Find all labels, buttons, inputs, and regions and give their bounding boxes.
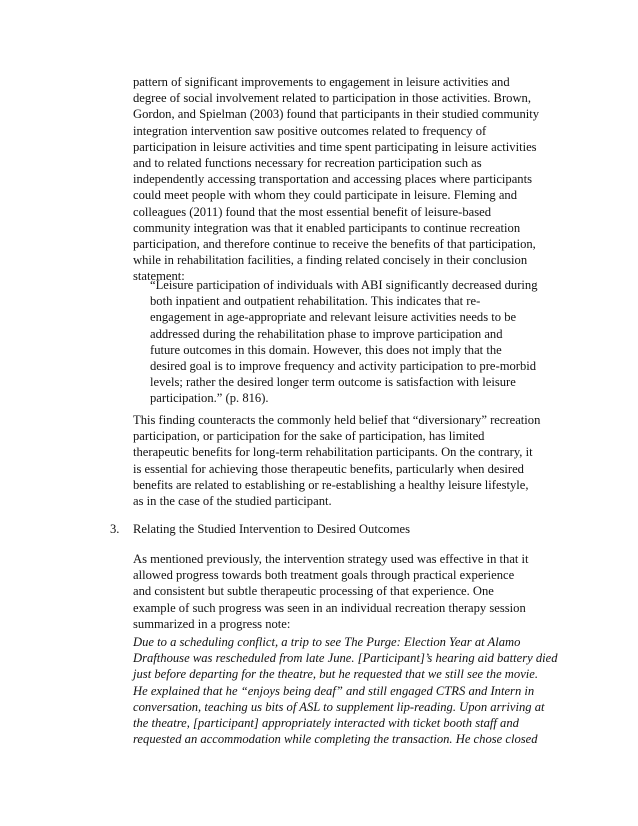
text-line: participation, and therefore continue to receive the benefits of that participation, <box>133 236 536 251</box>
text-line: integration intervention saw positive outcomes related to frequency of <box>133 123 487 138</box>
section-heading <box>110 521 410 537</box>
quote-line: future outcomes in this domain. However, this does not imply that the <box>150 342 502 357</box>
text-line: participation in leisure activities and time spent participating in leisure activities <box>133 139 537 154</box>
section-number: 3. <box>110 522 120 536</box>
section-title: Relating the Studied Intervention to Desired Outcomes <box>133 522 411 536</box>
quote-line: engagement in age-appropriate and relevant leisure activities needs to be <box>150 310 517 325</box>
text-line: allowed progress towards both treatment goals through practical experience <box>133 568 515 583</box>
note-line: requested an accommodation while completing the transaction. He chose closed <box>133 732 538 747</box>
text-line: statement: <box>133 269 185 284</box>
text-line: and consistent but subtle therapeutic processing of that experience. One <box>133 584 494 599</box>
text-line: participation, or participation for the sake of participation, has limited <box>133 429 485 444</box>
text-line: degree of social involvement related to participation in those activities. Brown, <box>133 91 531 106</box>
text-line: As mentioned previously, the intervention strategy used was effective in that it <box>133 552 529 566</box>
paragraph-diversionary <box>133 412 540 509</box>
text-line: therapeutic benefits for long-term rehabilitation participants. On the contrary, it <box>133 445 533 460</box>
text-line: while in rehabilitation facilities, a finding related concisely in their conclusion <box>133 253 528 268</box>
note-line: the theatre, [participant] appropriately interacted with ticket booth staff and <box>133 715 519 730</box>
text-line: colleagues (2011) found that the most essential benefit of leisure-based <box>133 204 491 219</box>
text-line: independently accessing transportation and accessing places where participants <box>133 172 533 187</box>
text-line: as in the case of the studied participant. <box>133 493 332 508</box>
quote-line: both inpatient and outpatient rehabilitation. This indicates that re- <box>150 294 481 309</box>
text-line: benefits are related to establishing or re-establishing a healthy leisure lifestyle, <box>133 477 529 492</box>
quote-line: desired goal is to improve frequency and activity participation to pre-morbid <box>150 358 537 373</box>
text-line: could meet people with whom they could participate in leisure. Fleming and <box>133 188 518 203</box>
paragraph-intervention <box>133 551 529 632</box>
note-line: Drafthouse was rescheduled from late June. [Participant]’s hearing aid battery died <box>133 651 558 666</box>
text-line: example of such progress was seen in an individual recreation therapy session <box>133 600 526 615</box>
text-line: summarized in a progress note: <box>133 616 291 631</box>
note-line: Due to a scheduling conflict, a trip to see The Purge: Election Year at Alamo <box>133 635 521 649</box>
text-line: Gordon, and Spielman (2003) found that participants in their studied community <box>133 107 540 122</box>
quote-line: participation.” (p. 816). <box>150 391 269 406</box>
block-quote <box>150 277 538 407</box>
text-line: and to related functions necessary for recreation participation such as <box>133 155 482 170</box>
progress-note <box>133 634 558 747</box>
quote-line: levels; rather the desired longer term outcome is satisfaction with leisure <box>150 375 516 390</box>
quote-line: “Leisure participation of individuals with ABI significantly decreased during <box>150 278 538 292</box>
text-line: community integration was that it enabled participants to continue recreation <box>133 220 521 235</box>
note-line: just before departing for the theatre, but he requested that we still see the movie. <box>133 667 539 682</box>
text-line: is essential for achieving those therapeutic benefits, particularly when desired <box>133 461 524 476</box>
text-line: This finding counteracts the commonly held belief that “diversionary” recreation <box>133 413 541 427</box>
note-line: He explained that he “enjoys being deaf” and still engaged CTRS and Intern in <box>133 683 535 698</box>
quote-line: addressed during the rehabilitation phase to improve participation and <box>150 326 503 341</box>
paragraph-leisure-outcomes <box>133 74 539 284</box>
text-line: pattern of significant improvements to engagement in leisure activities and <box>133 75 510 89</box>
note-line: conversation, teaching us bits of ASL to supplement lip-reading. Upon arriving at <box>133 699 545 714</box>
